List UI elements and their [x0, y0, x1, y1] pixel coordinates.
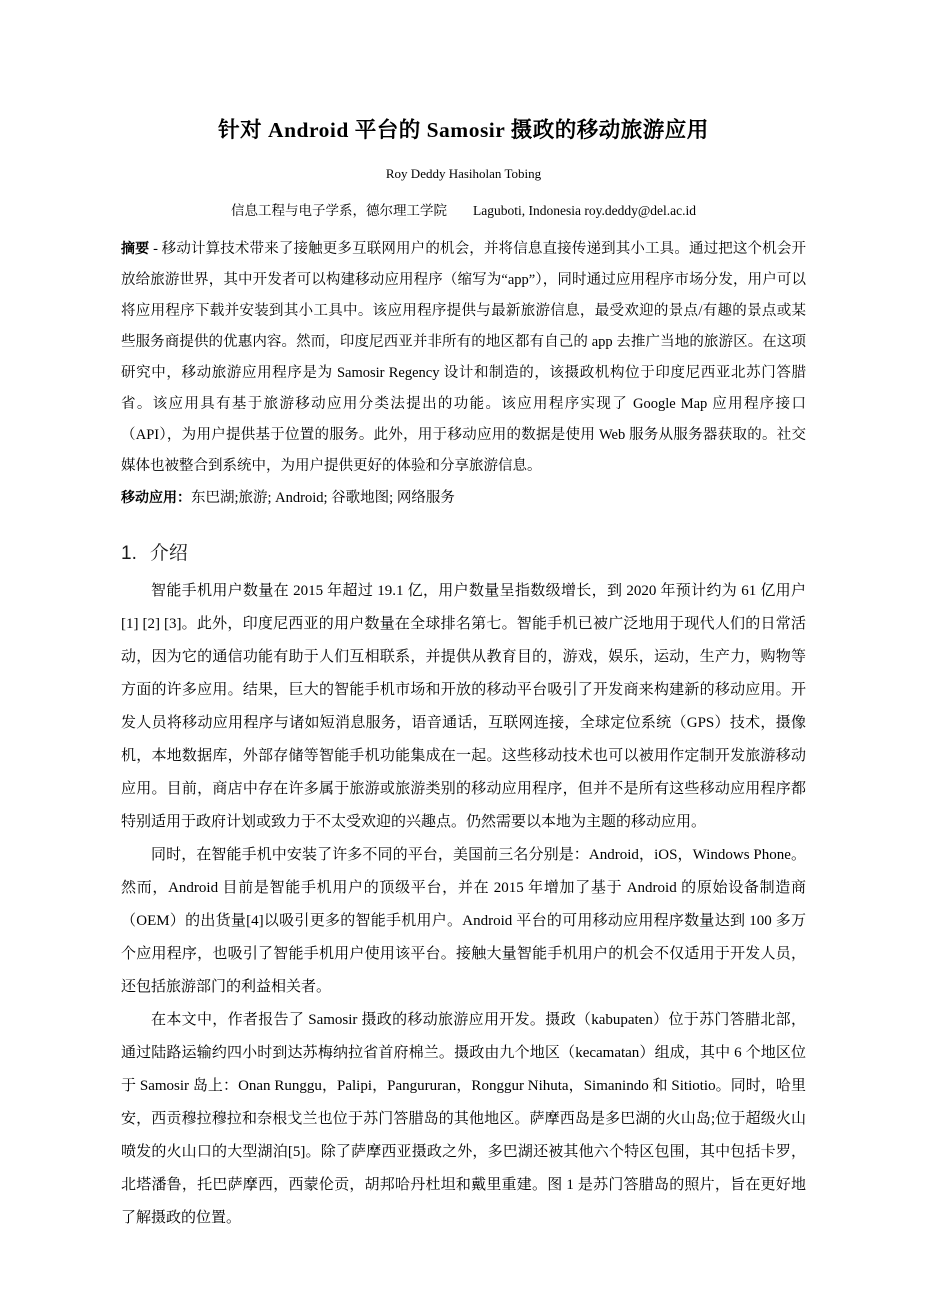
keywords-line — [121, 482, 806, 514]
section-heading-introduction — [121, 538, 806, 565]
keywords-label: 移动应用： — [121, 489, 191, 506]
affiliation-line — [121, 199, 806, 219]
author-name: Roy Deddy Hasiholan Tobing — [385, 166, 542, 182]
affiliation-department: 信息工程与电子学系，德尔理工学院 — [231, 203, 447, 219]
abstract-paragraph — [121, 233, 806, 482]
intro-paragraph-3: 在本文中，作者报告了 Samosir 摄政的移动旅游应用开发。摄政（kabupaten）位于苏门答腊北部，通过陆路运输约四小时到达苏梅纳拉省首府棉兰。摄政由九个地区（kecamatan）组成，其中 6 个地区位于 Samosir 岛上：Onan Runggu，Palipi，Pangururan，Ronggur Nihuta，Simanindo 和 Sitiotio。同时，哈里安，西贡穆拉穆拉和奈根戈兰也位于苏门答腊岛的其他地区。萨摩西岛是多巴湖的火山岛;位于超级火山喷发的火山口的大型湖泊[5]。除了萨摩西亚摄政之外，多巴湖还被其他六个特区包围，其中包括卡罗，北塔潘鲁，托巴萨摩西，西蒙伦贡，胡邦哈丹杜坦和戴里重建。图 1 是苏门答腊岛的照片，旨在更好地了解摄政的位置。 — [121, 1012, 806, 1227]
affiliation-location-email: Laguboti, Indonesia roy.deddy@del.ac.id — [473, 203, 696, 219]
paper-title: 针对 Android 平台的 Samosir 摄政的移动旅游应用 — [218, 118, 709, 142]
section-number: 1. — [121, 543, 137, 565]
section-title: 介绍 — [149, 543, 188, 565]
intro-paragraph-1: 智能手机用户数量在 2015 年超过 19.1 亿，用户数量呈指数级增长，到 2020 年预计约为 61 亿用户[1] [2] [3]。此外，印度尼西亚的用户数量在全球排名第七。智能手机已被广泛地用于现代人们的日常活动，因为它的通信功能有助于人们互相联系，并提供从教育目的，游戏，娱乐，运动，生产力，购物等方面的许多应用。结果，巨大的智能手机市场和开放的移动平台吸引了开发商来构建新的移动应用。开发人员将移动应用程序与诸如短消息服务，语音通话，互联网连接，全球定位系统（GPS）技术，摄像机，本地数据库，外部存储等智能手机功能集成在一起。这些移动技术也可以被用作定制开发旅游移动应用。目前，商店中存在许多属于旅游或旅游类别的移动应用程序，但并不是所有这些移动应用程序都特别适用于政府计划或致力于不太受欢迎的兴趣点。仍然需要以本地为主题的移动应用。 — [121, 583, 806, 831]
abstract-text: - 移动计算技术带来了接触更多互联网用户的机会，并将信息直接传递到其小工具。通过把这个机会开放给旅游世界，其中开发者可以构建移动应用程序（缩写为“app”），同时通过应用程序市场分发，用户可以将应用程序下载并安装到其小工具中。该应用程序提供与最新旅游信息，最受欢迎的景点/有趣的景点或某些服务商提供的优惠内容。然而，印度尼西亚并非所有的地区都有自己的 app 去推广当地的旅游区。在这项研究中，移动旅游应用程序是为 Samosir Regency 设计和制造的，该摄政机构位于印度尼西亚北苏门答腊省。该应用具有基于旅游移动应用分类法提出的功能。该应用程序实现了 Google Map 应用程序接口（API），为用户提供基于位置的服务。此外，用于移动应用的数据是使用 Web 服务从服务器获取的。社交媒体也被整合到系统中，为用户提供更好的体验和分享旅游信息。 — [121, 241, 806, 475]
keywords-text: 东巴湖;旅游; Android; 谷歌地图; 网络服务 — [191, 490, 455, 507]
intro-paragraph-2: 同时，在智能手机中安装了许多不同的平台，美国前三名分别是：Android，iOS，Windows Phone。然而，Android 目前是智能手机用户的顶级平台，并在 2015 年增加了基于 Android 的原始设备制造商（OEM）的出货量[4]以吸引更多的智能手机用户。Android 平台的可用移动应用程序数量达到 100 多万个应用程序，也吸引了智能手机用户使用该平台。接触大量智能手机用户的机会不仅适用于开发人员，还包括旅游部门的利益相关者。 — [121, 847, 806, 996]
abstract-label: 摘要 — [121, 240, 150, 257]
